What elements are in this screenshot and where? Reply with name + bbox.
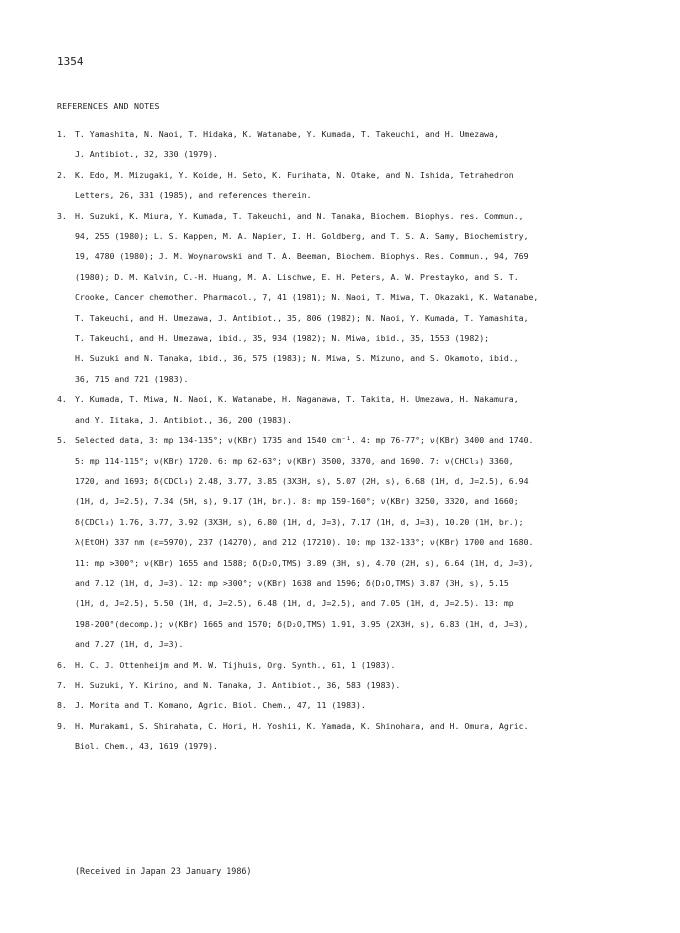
reference-line: Crooke, Cancer chemother. Pharmacol., 7, 41 (1981); N. Naoi, T. Miwa, T. Okazaki, K. Watanabe, xyxy=(75,292,539,303)
reference-line: 1720, and 1693; δ(CDCl₃) 2.48, 3.77, 3.85 (3X3H, s), 5.07 (2H, s), 6.68 (1H, d, J=2.5), 6.94 xyxy=(75,475,529,486)
section-heading: REFERENCES AND NOTES xyxy=(57,101,160,111)
reference-item xyxy=(57,655,662,675)
reference-line: and 7.12 (1H, d, J=3). 12: mp >300°; ν(KBr) 1638 and 1596; δ(D₂O,TMS) 3.87 (3H, s), 5.15 xyxy=(75,577,509,588)
reference-line: H. Suzuki, K. Miura, Y. Kumada, T. Takeuchi, and N. Tanaka, Biochem. Biophys. res. Commun., xyxy=(75,210,524,221)
reference-item xyxy=(57,675,662,695)
reference-number: 7. xyxy=(57,679,67,690)
reference-line: (1980); D. M. Kalvin, C.-H. Huang, M. A. Lischwe, E. H. Peters, A. W. Prestayko, and S. T. xyxy=(75,271,519,282)
page-number: 1354 xyxy=(57,55,84,68)
reference-line: H. C. J. Ottenheijm and M. W. Tijhuis, Org. Synth., 61, 1 (1983). xyxy=(75,659,396,670)
reference-list xyxy=(57,124,662,757)
reference-line: (1H, d, J=2.5), 7.34 (5H, s), 9.17 (1H, br.). 8: mp 159-160°; ν(KBr) 3250, 3320, and 1660; xyxy=(75,496,519,507)
reference-line: H. Suzuki, Y. Kirino, and N. Tanaka, J. Antibiot., 36, 583 (1983). xyxy=(75,679,401,690)
reference-number: 6. xyxy=(57,659,67,670)
reference-line: λ(EtOH) 337 nm (ε=5970), 237 (14270), and 212 (17210). 10: mp 132-133°; ν(KBr) 1700 and 1680. xyxy=(75,537,534,548)
reference-line: J. Antibiot., 32, 330 (1979). xyxy=(75,149,218,160)
received-date: (Received in Japan 23 January 1986) xyxy=(75,866,252,876)
reference-line: Biol. Chem., 43, 1619 (1979). xyxy=(75,741,218,752)
reference-line: K. Edo, M. Mizugaki, Y. Koide, H. Seto, K. Furihata, N. Otake, and N. Ishida, Tetrahedron xyxy=(75,169,514,180)
reference-line: and Y. Iitaka, J. Antibiot., 36, 200 (1983). xyxy=(75,414,292,425)
reference-line: H. Suzuki and N. Tanaka, ibid., 36, 575 (1983); N. Miwa, S. Mizuno, and S. Okamoto, ibid., xyxy=(75,353,519,364)
reference-line: J. Morita and T. Komano, Agric. Biol. Chem., 47, 11 (1983). xyxy=(75,700,366,711)
reference-line: 198-200°(decomp.); ν(KBr) 1665 and 1570; δ(D₂O,TMS) 1.91, 3.95 (2X3H, s), 6.83 (1H, d, J=3), xyxy=(75,618,529,629)
reference-line: Y. Kumada, T. Miwa, N. Naoi, K. Watanabe, H. Naganawa, T. Takita, H. Umezawa, H. Nakamura, xyxy=(75,394,519,405)
reference-line: Selected data, 3: mp 134-135°; ν(KBr) 1735 and 1540 cm⁻¹. 4: mp 76-77°; ν(KBr) 3400 and 1740. xyxy=(75,435,534,446)
reference-line: 19, 4780 (1980); J. M. Woynarowski and T. A. Beeman, Biochem. Biophys. Res. Commun., 94, 769 xyxy=(75,251,529,262)
reference-line: T. Takeuchi, and H. Umezawa, J. Antibiot., 35, 806 (1982); N. Naoi, Y. Kumada, T. Yamashita, xyxy=(75,312,529,323)
reference-line: and 7.27 (1H, d, J=3). xyxy=(75,639,184,650)
reference-number: 5. xyxy=(57,435,67,446)
reference-line: T. Yamashita, N. Naoi, T. Hidaka, K. Watanabe, Y. Kumada, T. Takeuchi, and H. Umezawa, xyxy=(75,129,499,139)
reference-item xyxy=(57,716,662,757)
reference-line: 94, 255 (1980); L. S. Kappen, M. A. Napier, I. H. Goldberg, and T. S. A. Samy, Biochemistry, xyxy=(75,231,529,242)
reference-number: 4. xyxy=(57,394,67,405)
reference-number: 3. xyxy=(57,210,67,221)
reference-item xyxy=(57,389,662,430)
reference-item xyxy=(57,430,662,654)
reference-number: 9. xyxy=(57,720,67,731)
reference-number: 2. xyxy=(57,169,67,180)
reference-item xyxy=(57,124,662,165)
reference-item xyxy=(57,165,662,206)
reference-line: 11: mp >300°; ν(KBr) 1655 and 1588; δ(D₂O,TMS) 3.89 (3H, s), 4.70 (2H, s), 6.64 (1H, d, J=3), xyxy=(75,557,534,568)
reference-line: H. Murakami, S. Shirahata, C. Hori, H. Yoshii, K. Yamada, K. Shinohara, and H. Omura, Agric. xyxy=(75,720,529,731)
reference-number: 1. xyxy=(57,129,67,139)
reference-number: 8. xyxy=(57,700,67,711)
reference-item xyxy=(57,206,662,390)
reference-line: T. Takeuchi, and H. Umezawa, ibid., 35, 934 (1982); N. Miwa, ibid., 35, 1553 (1982); xyxy=(75,333,490,344)
reference-line: Letters, 26, 331 (1985), and references therein. xyxy=(75,190,312,201)
reference-line: (1H, d, J=2.5), 5.50 (1H, d, J=2.5), 6.48 (1H, d, J=2.5), and 7.05 (1H, d, J=2.5). 13: mp xyxy=(75,598,514,609)
reference-item xyxy=(57,695,662,715)
reference-line: δ(CDCl₃) 1.76, 3.77, 3.92 (3X3H, s), 6.80 (1H, d, J=3), 7.17 (1H, d, J=3), 10.20 (1H, br.); xyxy=(75,516,524,527)
reference-line: 5: mp 114-115°; ν(KBr) 1720. 6: mp 62-63°; ν(KBr) 3500, 3370, and 1690. 7: ν(CHCl₃) 3360, xyxy=(75,455,514,466)
reference-line: 36, 715 and 721 (1983). xyxy=(75,373,189,384)
